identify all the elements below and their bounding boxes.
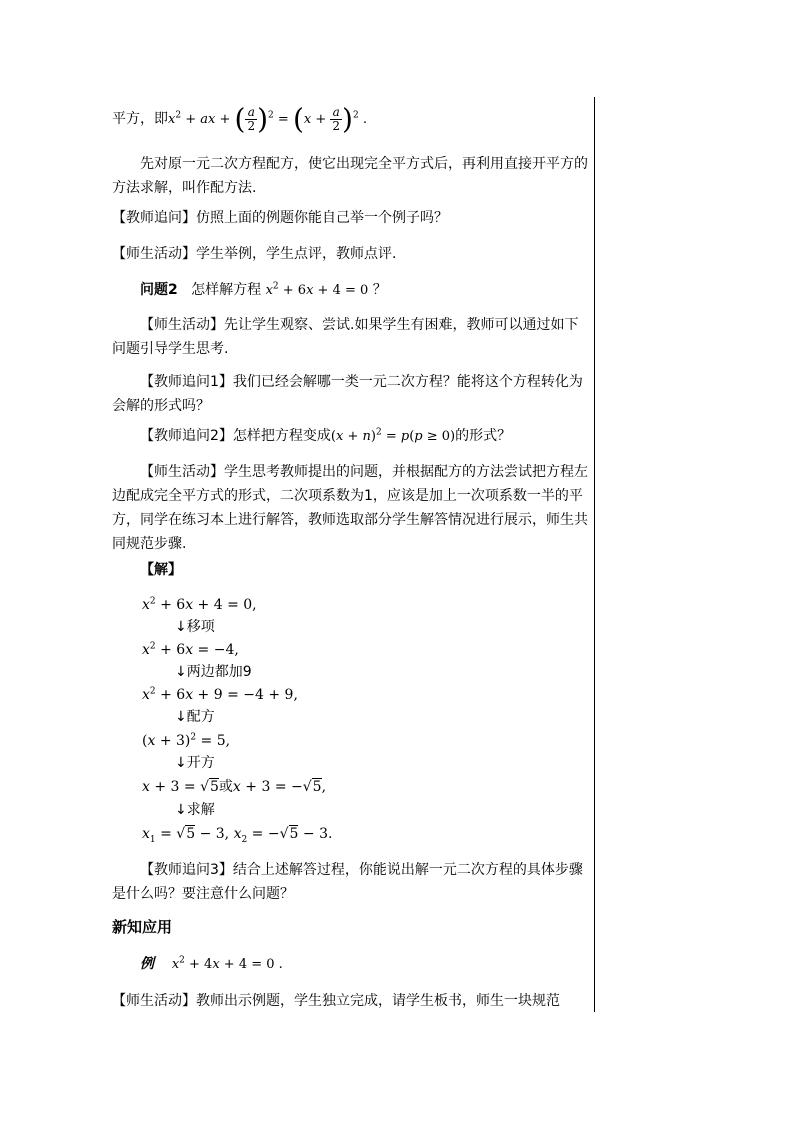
- example-line: 例 $x^2 + 4x + 4 = 0$ .: [140, 955, 283, 972]
- step-arrow-3: ↓配方: [175, 709, 215, 725]
- solution-label: 【解】: [140, 562, 182, 578]
- paragraph-observe: 【师生活动】先让学生观察、尝试.如果学生有困难，教师可以通过如下问题引导学生思考.: [112, 317, 579, 357]
- step-equation-6: $x_1 = √5 - 3$, $x_2 = -√5 - 3$.: [142, 826, 333, 845]
- step-equation-3: $x^2 + 6x + 9 = -4 + 9$,: [142, 686, 298, 703]
- paragraph-question-2: 【教师追问2】怎样把方程变成$(x + n)^2 = p(p \ge 0)$的形式？: [140, 427, 512, 444]
- step-arrow-1: ↓移项: [175, 619, 215, 635]
- paragraph-question-3: 【教师追问3】结合上述解答过程，你能说出解一元二次方程的具体步骤是什么吗？要注意什么问题？: [112, 862, 583, 902]
- paragraph-question-1: 【教师追问1】我们已经会解哪一类一元二次方程？能将这个方程转化为会解的形式吗？: [112, 374, 583, 414]
- step-equation-2: $x^2 + 6x = -4$,: [142, 641, 239, 658]
- completing-square-formula: $x^2$ + ax + ( $\frac{a}{2}$ )$^2$ = (x + $\frac{a}{2}$ )$^2$ .: [168, 102, 367, 136]
- example-label: 例: [140, 956, 154, 972]
- question-label: 问题2: [140, 282, 178, 298]
- step-arrow-2: ↓两边都加9: [175, 664, 252, 680]
- step-equation-1: $x^2 + 6x + 4 = 0$,: [142, 596, 257, 613]
- section-heading: 新知应用: [112, 918, 173, 936]
- paragraph-definition: 先对原一元二次方程配方，使它出现完全平方式后，再利用直接开平方的方法求解，叫作配方法.: [112, 156, 588, 196]
- right-margin-rule: [594, 97, 595, 1012]
- step-equation-4: $(x + 3)^2 = 5$,: [142, 732, 231, 749]
- formula-line: [112, 102, 588, 137]
- paragraph-final: 【师生活动】教师出示例题，学生独立完成，请学生板书，师生一块规范: [112, 993, 560, 1009]
- text-span: 平方，即: [112, 111, 168, 127]
- paragraph-activity: 【师生活动】学生举例，学生点评，教师点评.: [112, 246, 397, 262]
- paragraph-student-thinking: 【师生活动】学生思考教师提出的问题，并根据配方的方法尝试把方程左边配成完全平方式的形式，二次项系数为1，应该是加上一次项系数一半的平方，同学在练习本上进行解答，教师选取部分学生解答情况进行展示，师生共同规范步骤.: [112, 464, 588, 552]
- step-arrow-4: ↓开方: [175, 755, 215, 771]
- step-arrow-5: ↓求解: [175, 802, 215, 818]
- paragraph-teacher-question: 【教师追问】仿照上面的例题你能自己举一个例子吗？: [112, 210, 448, 226]
- question-2: 问题2 怎样解方程 $x^2 + 6x + 4 = 0$ ？: [140, 281, 387, 298]
- step-equation-5: x + 3 = √5或x + 3 = −√5,: [142, 779, 327, 795]
- question-text: 怎样解方程: [191, 282, 262, 298]
